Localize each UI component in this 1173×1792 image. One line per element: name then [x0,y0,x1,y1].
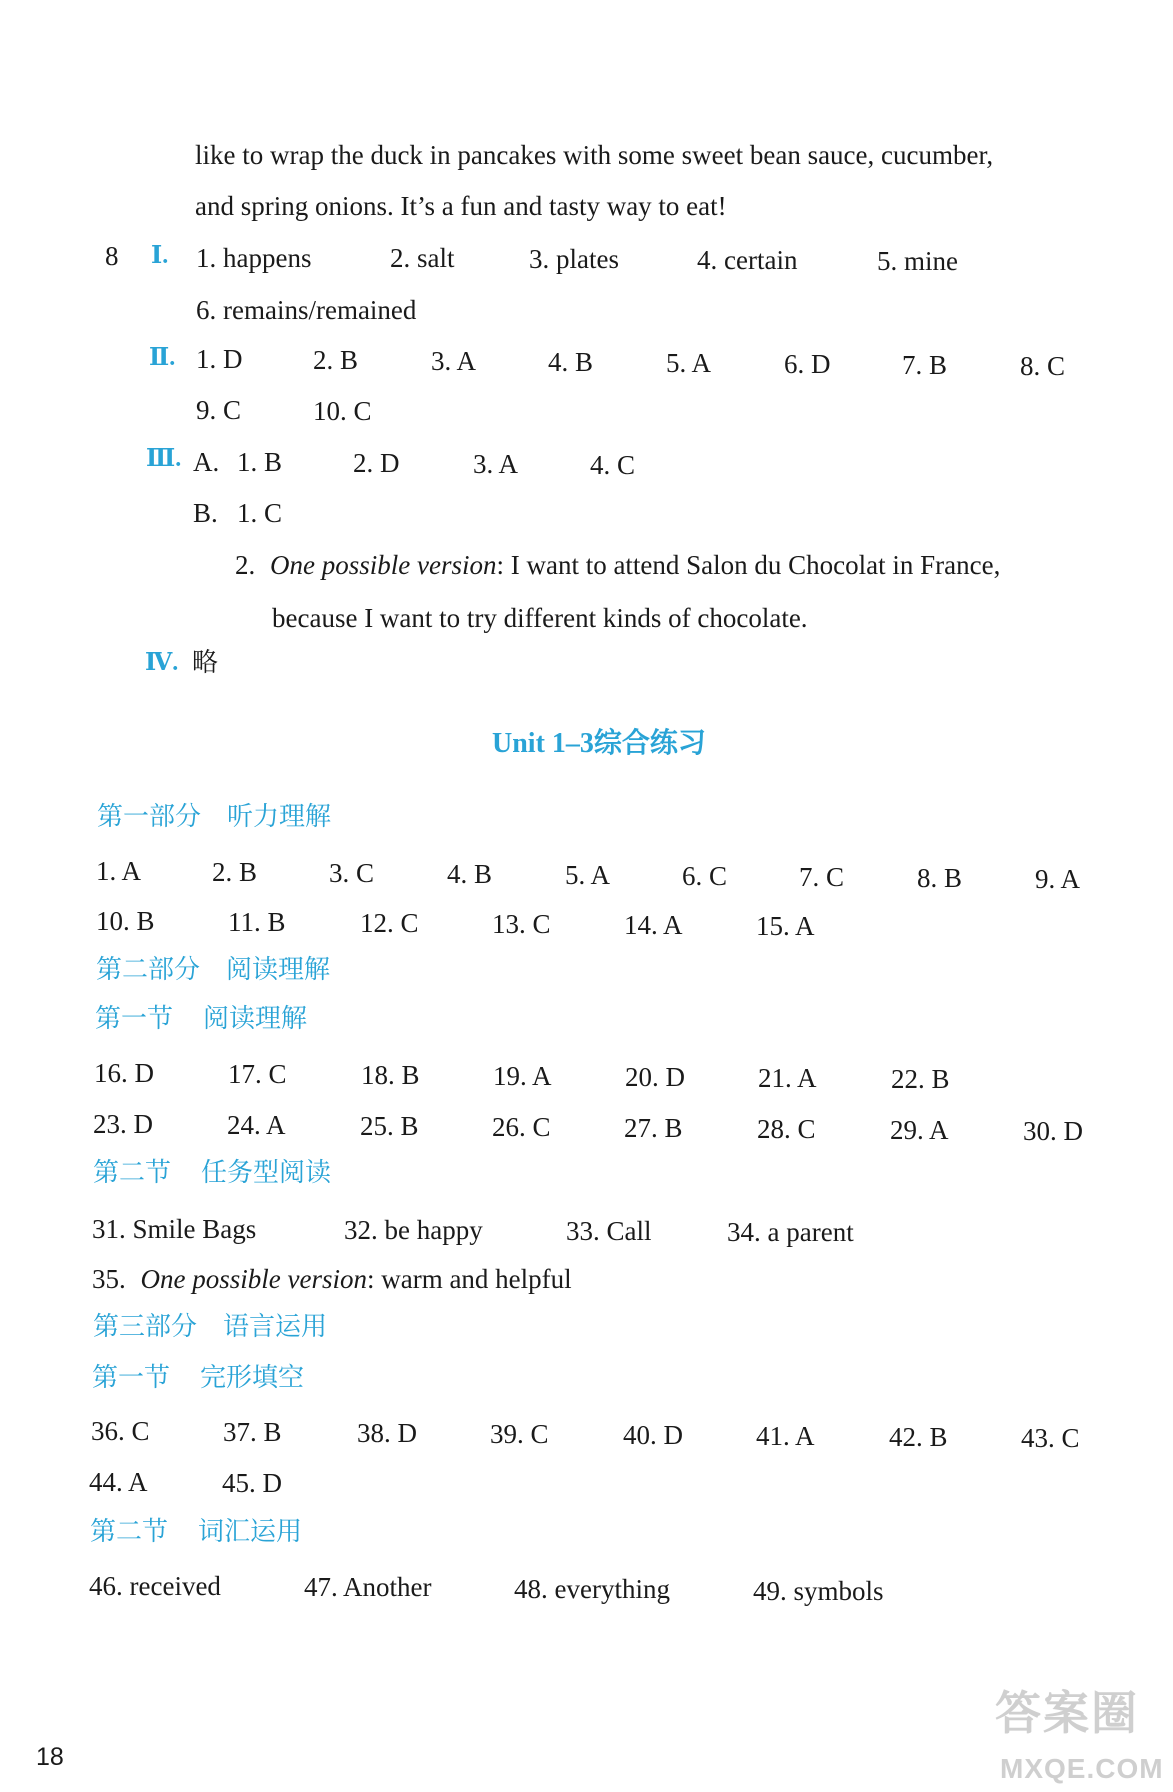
watermark-url: MXQE.COM [1000,1753,1164,1784]
part-title: 阅读理解 [226,955,331,985]
answer-item: 9. A [1035,864,1081,894]
section-number: 第二节 [93,1158,172,1188]
answer-item: 9. C [196,395,242,425]
answer-item: 28. C [757,1114,816,1144]
answer-item: 2. B [313,345,359,375]
answer-item: 49. symbols [753,1576,884,1606]
part-heading [96,957,330,983]
part-title: 听力理解 [227,802,332,832]
answer-item: 5. A [666,348,712,378]
section-label-1: Ⅰ. [151,243,169,269]
answer-item: 4. B [548,347,594,377]
answer-item: 12. C [360,908,419,938]
section-heading [95,1006,307,1032]
answer-item: 8. C [1020,351,1066,381]
answer-item: 15. A [756,911,815,941]
answer-item: 32. be happy [344,1215,483,1245]
answer-item: 34. a parent [727,1217,854,1247]
section-title: 任务型阅读 [201,1158,332,1188]
essay-answer [235,552,1000,579]
answer-item: 3. A [473,449,519,479]
answer-item: 33. Call [566,1216,652,1246]
part-number: 第三部分 [93,1312,198,1342]
answer-item: 3. plates [529,244,619,274]
answer-item: 27. B [624,1113,683,1143]
section-title: 阅读理解 [203,1004,308,1034]
answer-item: 3. C [329,858,375,888]
answer-item: 6. D [784,349,831,379]
section-label-2: Ⅱ. [149,345,176,371]
answer-item: 42. B [889,1422,948,1452]
answer-item: 38. D [357,1418,417,1448]
answer-item: 16. D [94,1058,154,1088]
answer-item: 3. A [431,346,477,376]
essay-emphasis: One possible version [270,550,497,580]
unit-title: Unit 1–3综合练习 [492,728,706,759]
answer-item: 47. Another [304,1572,432,1602]
part-number: 第二部分 [96,955,201,985]
answer-item: 7. C [799,862,845,892]
intro-line-1: like to wrap the duck in pancakes with some sweet bean sauce, cucumber, [195,140,994,170]
answer-item: 14. A [624,910,683,940]
answer-item: 5. mine [877,246,958,276]
answer-item: 7. B [902,350,948,380]
answer-item: 43. C [1021,1423,1080,1453]
answer-item: 13. C [492,909,551,939]
section-heading [92,1365,304,1391]
part-a-label: A. [193,447,220,477]
answer-item: 48. everything [514,1574,670,1604]
answer-item: 41. A [756,1421,815,1451]
section-title: 完形填空 [200,1363,305,1393]
answer-item: 24. A [227,1110,286,1140]
answer-item: 29. A [890,1115,949,1145]
answer-item: 44. A [89,1467,148,1497]
answer-item: 46. received [89,1571,221,1601]
watermark-text: 答案圈 [995,1686,1139,1740]
answer-item: 2. D [353,448,400,478]
section-number: 第一节 [95,1004,174,1034]
section-number: 第二节 [90,1517,169,1547]
essay-line-2: because I want to try different kinds of chocolate. [272,603,808,633]
answer-item: 36. C [91,1416,150,1446]
answer-item: 6. C [682,861,728,891]
section-title: 词汇运用 [198,1517,303,1547]
answer-item: 21. A [758,1063,817,1093]
answer-item: 2. salt [390,243,455,273]
section-number: 第一节 [92,1363,171,1393]
answer-item: 5. A [565,860,611,890]
section-label-3: Ⅲ. [146,446,182,472]
question-number: 8 [105,241,119,271]
answer-item: 4. certain [697,245,798,275]
answer-number: 35. [92,1264,126,1294]
part-heading [97,804,331,830]
answer-item: 17. C [228,1059,287,1089]
answer-item: 45. D [222,1468,282,1498]
answer-item: 1. A [96,856,142,886]
answer-item: 4. C [590,450,636,480]
part-title: 语言运用 [223,1312,328,1342]
answer-emphasis: One possible version [140,1264,367,1294]
part-number: 第一部分 [97,802,202,832]
part-b-label: B. [193,498,218,528]
page-number: 18 [36,1743,64,1771]
answer-item: 30. D [1023,1116,1083,1146]
answer-item: 10. C [313,396,372,426]
watermark-logo [995,1686,1139,1740]
open-answer [92,1266,572,1293]
answer-item: 11. B [228,907,286,937]
answer-item: 31. Smile Bags [92,1214,257,1244]
answer-item: 40. D [623,1420,683,1450]
answer-item: 8. B [917,863,963,893]
answer-item: 20. D [625,1062,685,1092]
answer-item: 26. C [492,1112,551,1142]
answer-item: 1. C [237,498,283,528]
answer-text: : warm and helpful [366,1264,572,1294]
answer-item: 25. B [360,1111,419,1141]
answer-item: 1. happens [196,243,312,273]
answer-item: 6. remains/remained [196,295,417,325]
part-heading [93,1314,327,1340]
answer-omitted: 略 [192,648,219,678]
answer-item: 2. B [212,857,258,887]
answer-item: 22. B [891,1064,950,1094]
essay-text: : I want to attend Salon du Chocolat in France, [496,550,1001,580]
intro-line-2: and spring onions. It’s a fun and tasty way to eat! [195,191,727,221]
section-heading [93,1160,331,1186]
answer-item: 1. D [196,344,243,374]
answer-item: 23. D [93,1109,153,1139]
section-label-4: Ⅳ. [145,650,179,676]
answer-item: 39. C [490,1419,549,1449]
answer-item: 18. B [361,1060,420,1090]
answer-item: 19. A [493,1061,552,1091]
answer-item: 10. B [96,906,155,936]
essay-number: 2. [235,550,256,580]
answer-item: 4. B [447,859,493,889]
answer-item: 37. B [223,1417,282,1447]
section-heading [90,1519,302,1545]
answer-item: 1. B [237,447,283,477]
